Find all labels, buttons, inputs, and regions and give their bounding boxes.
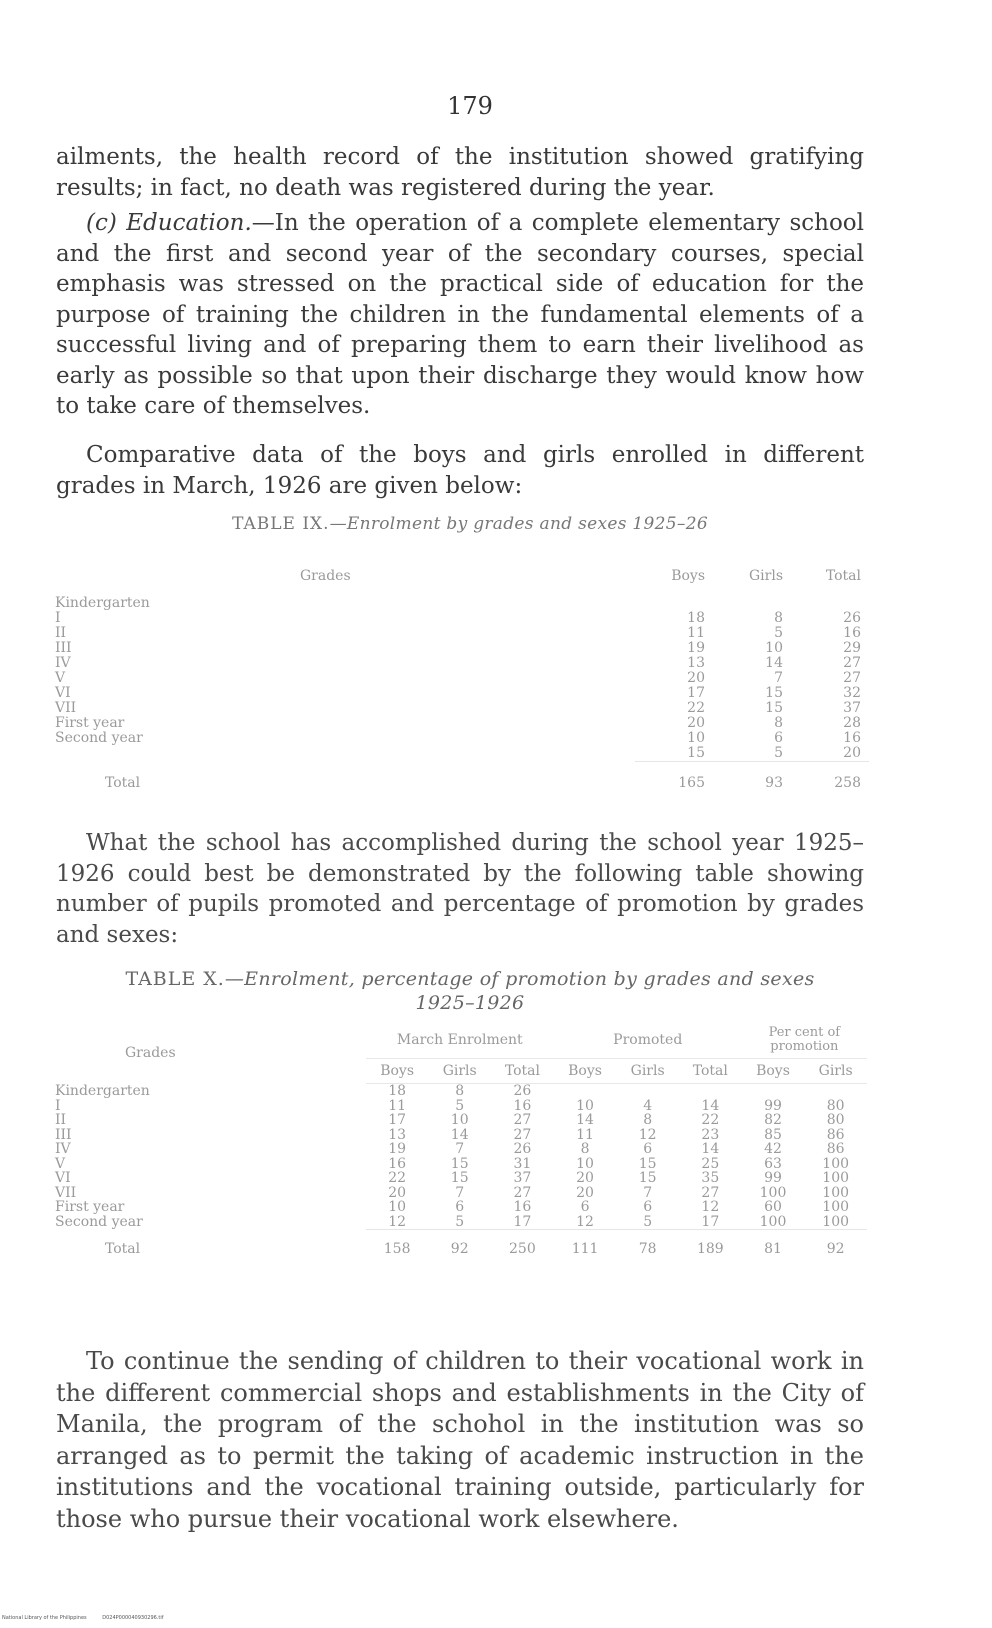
row-pg: 7 (643, 1184, 653, 1201)
row-total: 16 (843, 730, 861, 746)
vocational-text: To continue the sending of children to their vocational work in the different commercial shops and establishments in the City of Manila, the program of the schohol in the institution was so arranged as to permit the taking of academic instruction in the institutions and the vocational training outside, particularly for those who pursue their vocational work elsewhere. (56, 1347, 864, 1533)
row-grade: VI (55, 685, 71, 701)
row-eg: 15 (450, 1155, 469, 1172)
col-prom-girls: Girls (616, 1059, 679, 1084)
row-girls: 8 (774, 610, 783, 626)
row-boys: 22 (687, 700, 705, 716)
table-x-label: TABLE X. (125, 968, 225, 990)
row-grade: VII (55, 1184, 77, 1201)
col-prom-total: Total (679, 1059, 742, 1084)
row-boys: 18 (687, 610, 705, 626)
table-ix (55, 556, 869, 791)
row-cg: 86 (826, 1141, 845, 1157)
row-grade: Kindergarten (55, 1082, 150, 1099)
row-grade: II (55, 625, 67, 641)
row-girls: 15 (765, 685, 783, 701)
row-grade: IV (55, 1141, 71, 1157)
row-grade: V (55, 670, 66, 686)
table-x-body (55, 1084, 867, 1257)
row-eg: 7 (455, 1184, 465, 1201)
row-eb: 12 (388, 1213, 407, 1230)
row-boys (635, 596, 713, 611)
col-grades: Grades (125, 1044, 176, 1061)
row-total: 27 (843, 655, 861, 671)
row-pb: 14 (576, 1112, 594, 1128)
row-eg: 15 (450, 1170, 469, 1186)
row-cb: 100 (759, 1213, 787, 1230)
total-cb: 81 (742, 1230, 805, 1257)
row-grade: First year (55, 715, 125, 731)
row-et: 37 (513, 1170, 532, 1186)
row-grade: VII (55, 700, 77, 716)
total-pb: 111 (554, 1230, 617, 1257)
table-row (55, 671, 869, 686)
education-heading: (c) Education. (86, 210, 252, 236)
table-row (55, 701, 869, 716)
row-pt: 22 (701, 1112, 720, 1128)
row-et: 27 (513, 1112, 532, 1128)
row-grade (55, 746, 635, 762)
row-eg: 10 (450, 1112, 469, 1128)
row-boys: 13 (687, 655, 705, 671)
row-pb: 6 (580, 1199, 590, 1215)
table-ix-caption (60, 514, 880, 534)
row-girls: 5 (774, 745, 783, 761)
row-grade: IV (55, 655, 71, 671)
table-x-years: 1925–1926 (415, 992, 525, 1014)
row-pg: 8 (643, 1112, 653, 1128)
row-eg: 5 (455, 1213, 465, 1230)
row-pt: 35 (701, 1170, 720, 1186)
row-pb: 10 (576, 1155, 594, 1172)
footer-id: D024P000040930296.tif (102, 1615, 164, 1621)
col-total: Total (825, 567, 861, 584)
row-grade: III (55, 640, 72, 656)
row-et: 26 (513, 1083, 532, 1099)
row-pg (616, 1084, 679, 1099)
row-pt: 17 (701, 1213, 720, 1230)
table-ix-title: —Enrolment by grades and sexes 1925–26 (329, 514, 708, 534)
row-cg: 86 (826, 1126, 845, 1143)
row-cb: 85 (764, 1126, 782, 1143)
table-row (55, 731, 869, 746)
row-grade: Kindergarten (55, 595, 150, 611)
row-eb: 11 (388, 1097, 407, 1114)
row-cb: 60 (764, 1199, 782, 1215)
total-boys: 165 (635, 762, 713, 792)
row-grade: II (55, 1112, 67, 1128)
row-eg: 14 (450, 1126, 469, 1143)
total-label: Total (105, 1240, 141, 1257)
row-cb: 99 (764, 1097, 782, 1114)
table-x-title: —Enrolment, percentage of promotion by grades and sexes (224, 968, 815, 990)
row-boys: 19 (687, 640, 705, 656)
total-row (55, 762, 869, 792)
col-pct-girls: Girls (804, 1059, 867, 1084)
row-pg: 12 (638, 1126, 657, 1143)
table-row (55, 1215, 867, 1230)
row-grade: Second year (55, 730, 143, 746)
col-percent: Per cent of promotion (742, 1022, 867, 1059)
row-girls: 6 (774, 730, 783, 746)
row-total: 26 (843, 610, 861, 626)
total-label: Total (105, 774, 141, 791)
row-et: 31 (513, 1155, 532, 1172)
paragraph-accomplished (56, 828, 864, 950)
row-et: 27 (513, 1126, 532, 1143)
row-et: 17 (513, 1213, 532, 1230)
row-eb: 13 (388, 1126, 407, 1143)
total-pg: 78 (616, 1230, 679, 1257)
row-boys: 11 (687, 625, 705, 641)
table-row (55, 641, 869, 656)
row-girls: 7 (774, 670, 783, 686)
col-grades: Grades (300, 567, 351, 584)
table-row (55, 1186, 867, 1201)
table-ix-header (55, 556, 869, 596)
row-pg: 5 (643, 1213, 653, 1230)
row-cb: 63 (764, 1155, 782, 1172)
table-row (55, 746, 869, 762)
row-cb: 99 (764, 1170, 782, 1186)
row-eg: 6 (455, 1199, 465, 1215)
table-row (55, 1084, 867, 1099)
col-enrol-girls: Girls (428, 1059, 491, 1084)
row-eb: 20 (388, 1184, 407, 1201)
footer-library: National Library of the Philippines (2, 1615, 87, 1621)
row-pg: 6 (643, 1141, 653, 1157)
accomplished-text: What the school has accomplished during the school year 1925–1926 could best be demonstrated by the following table showing number of pupils promoted and percentage of promotion by grades and sexes: (56, 830, 864, 948)
row-girls (713, 596, 791, 611)
row-cg: 100 (822, 1213, 850, 1230)
row-pt: 14 (701, 1097, 720, 1114)
table-x-group-header (55, 1022, 867, 1059)
table-x-caption (60, 967, 880, 1015)
col-promoted: Promoted (554, 1022, 742, 1059)
col-pct-boys: Boys (742, 1059, 805, 1084)
col-girls: Girls (748, 567, 783, 584)
paragraph-health: ailments, the health record of the institution showed gratifying results; in fact, no death was registered during the year. (56, 144, 864, 201)
row-boys: 20 (687, 670, 705, 686)
table-row (55, 1200, 867, 1215)
row-et: 27 (513, 1184, 532, 1201)
row-pg: 4 (643, 1097, 653, 1114)
table-x (55, 1022, 867, 1257)
row-cg: 80 (826, 1112, 845, 1128)
table-row (55, 1171, 867, 1186)
total-girls: 93 (713, 762, 791, 792)
table-ix-label: TABLE IX. (232, 514, 330, 534)
col-enrol-boys: Boys (366, 1059, 429, 1084)
table-row (55, 1128, 867, 1143)
row-total: 28 (843, 715, 861, 731)
paragraph-education (56, 208, 864, 422)
row-cb (742, 1084, 805, 1099)
row-girls: 8 (774, 715, 783, 731)
row-girls: 15 (765, 700, 783, 716)
row-grade: I (55, 1097, 61, 1114)
education-text: —In the operation of a complete elementary school and the first and second year of the secondary courses, special emphasis was stressed on the practical side of education for the purpose of training the children in the fundamental elements of a successful living and of preparing them to earn their livelihood as early as possible so that upon their discharge they would know how to take care of themselves. (56, 210, 864, 419)
col-boys: Boys (671, 567, 705, 584)
row-cg: 100 (822, 1184, 850, 1201)
row-girls: 10 (765, 640, 783, 656)
row-total: 16 (843, 625, 861, 641)
comparative-text: Comparative data of the boys and girls enrolled in different grades in March, 1926 are given below: (56, 442, 864, 499)
row-cb: 82 (764, 1112, 782, 1128)
row-et: 26 (513, 1141, 532, 1157)
total-row (55, 1230, 867, 1257)
row-girls: 5 (774, 625, 783, 641)
row-boys: 20 (687, 715, 705, 731)
row-eg: 7 (455, 1141, 465, 1157)
row-cg: 100 (822, 1170, 850, 1186)
paragraph-comparative (56, 440, 864, 501)
row-pt: 27 (701, 1184, 720, 1201)
row-pg: 15 (638, 1170, 657, 1186)
col-prom-boys: Boys (554, 1059, 617, 1084)
row-pb: 20 (576, 1170, 594, 1186)
row-boys: 10 (687, 730, 705, 746)
table-row (55, 686, 869, 701)
row-eg: 8 (455, 1083, 465, 1099)
row-pt (679, 1084, 742, 1099)
total-cg: 92 (804, 1230, 867, 1257)
row-grade: Second year (55, 1213, 143, 1230)
table-row (55, 1142, 867, 1157)
table-row (55, 1113, 867, 1128)
table-row (55, 1099, 867, 1114)
row-cg: 100 (822, 1199, 850, 1215)
row-boys: 15 (687, 745, 705, 761)
table-row (55, 626, 869, 641)
page-number: 179 (447, 92, 493, 120)
scan-footer (2, 1615, 178, 1621)
row-grade: III (55, 1126, 72, 1143)
row-eb: 22 (388, 1170, 407, 1186)
row-cb: 42 (764, 1141, 782, 1157)
row-cg (804, 1084, 867, 1099)
row-total: 20 (843, 745, 861, 761)
paragraph-vocational (56, 1346, 864, 1535)
row-et: 16 (513, 1097, 532, 1114)
row-pt: 14 (701, 1141, 720, 1157)
row-pt: 23 (701, 1126, 720, 1143)
row-pt: 25 (701, 1155, 720, 1172)
total-eb: 158 (366, 1230, 429, 1257)
table-row (55, 1157, 867, 1172)
row-grade: I (55, 610, 61, 626)
table-row (55, 611, 869, 626)
row-eb: 17 (388, 1112, 407, 1128)
row-pb: 20 (576, 1184, 594, 1201)
col-march-enrolment: March Enrolment (366, 1022, 554, 1059)
row-total (791, 596, 869, 611)
row-pb: 12 (576, 1213, 594, 1230)
total-pt: 189 (679, 1230, 742, 1257)
row-grade: V (55, 1155, 66, 1172)
row-total: 32 (843, 685, 861, 701)
row-eb: 18 (388, 1083, 407, 1099)
row-eb: 16 (388, 1155, 407, 1172)
row-girls: 14 (765, 655, 783, 671)
total-total: 258 (791, 762, 869, 792)
total-et: 250 (491, 1230, 554, 1257)
table-row (55, 656, 869, 671)
row-pb: 11 (576, 1126, 594, 1143)
row-et: 16 (513, 1199, 532, 1215)
col-enrol-total: Total (491, 1059, 554, 1084)
row-pg: 6 (643, 1199, 653, 1215)
row-cg: 80 (826, 1097, 845, 1114)
total-eg: 92 (428, 1230, 491, 1257)
row-eb: 19 (388, 1141, 407, 1157)
table-row (55, 716, 869, 731)
row-cg: 100 (822, 1155, 850, 1172)
row-total: 27 (843, 670, 861, 686)
row-total: 37 (843, 700, 861, 716)
row-pb (554, 1084, 617, 1099)
row-pb: 8 (580, 1141, 590, 1157)
row-grade: First year (55, 1199, 125, 1215)
row-eb: 10 (388, 1199, 407, 1215)
row-boys: 17 (687, 685, 705, 701)
row-cb: 100 (759, 1184, 787, 1201)
table-ix-body (55, 596, 869, 791)
row-pb: 10 (576, 1097, 594, 1114)
row-grade: VI (55, 1170, 71, 1186)
row-pt: 12 (701, 1199, 720, 1215)
row-eg: 5 (455, 1097, 465, 1114)
table-row (55, 596, 869, 611)
row-pg: 15 (638, 1155, 657, 1172)
row-total: 29 (843, 640, 861, 656)
